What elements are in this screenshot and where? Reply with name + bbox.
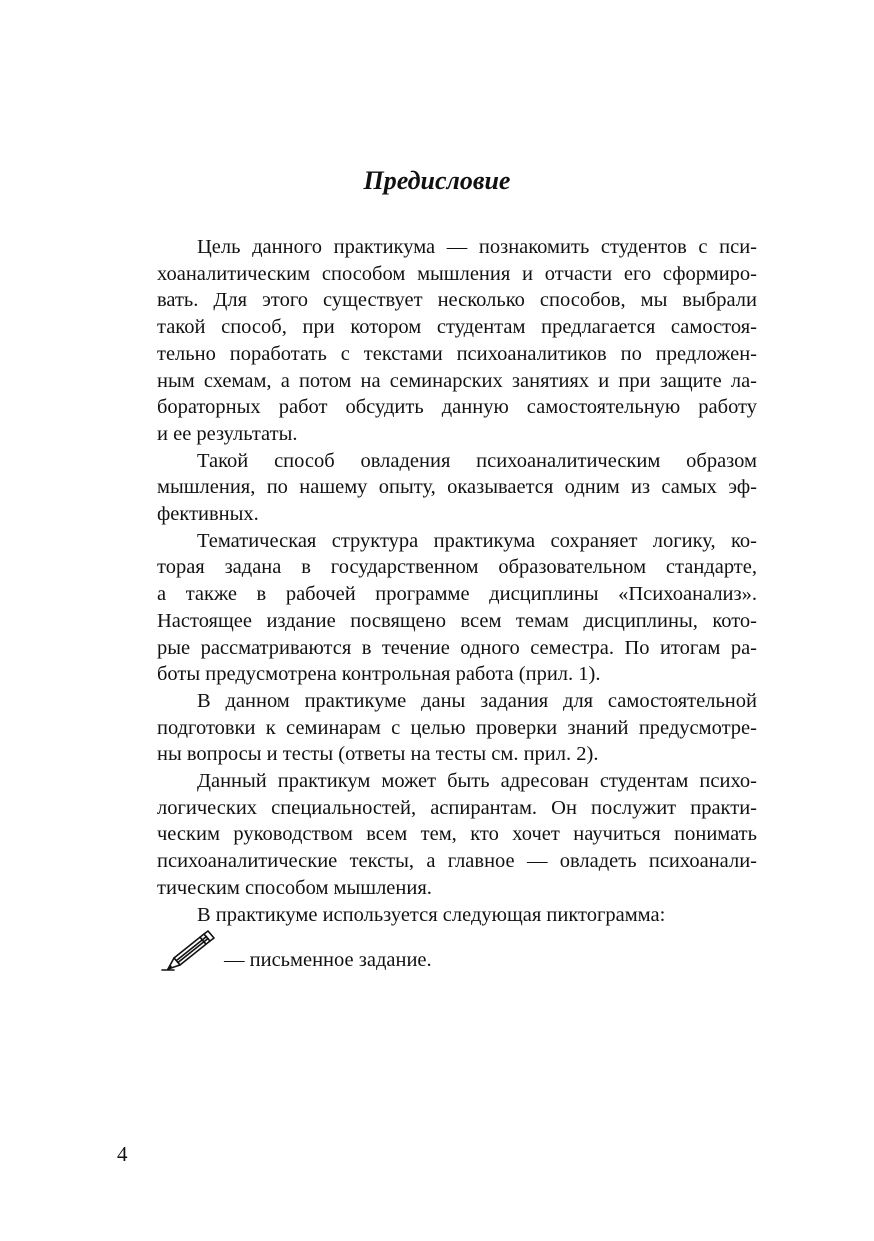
text-line: подготовки к семинарам с целью проверки знаний предусмотре- — [157, 716, 757, 739]
text-line: рые рассматриваются в течение одного семестра. По итогам ра- — [157, 636, 757, 659]
paragraph-6 — [117, 902, 757, 929]
paragraph-2 — [117, 448, 757, 528]
text-line: логических специальностей, аспирантам. Он послужит практи- — [157, 796, 757, 819]
page-number: 4 — [117, 1142, 128, 1166]
paragraph-1 — [117, 234, 757, 448]
text-line: Такой способ овладения психоаналитическим образом — [197, 449, 757, 472]
text-line: тельно поработать с текстами психоаналитиков по предложен- — [157, 342, 757, 365]
pictogram-label: — письменное задание. — [224, 949, 432, 971]
text-line: боты предусмотрена контрольная работа (прил. 1). — [157, 663, 601, 686]
text-line: такой способ, при котором студентам предлагается самостоя- — [157, 316, 757, 339]
pictogram-legend — [160, 928, 432, 972]
text-line: вать. Для этого существует несколько способов, мы выбрали — [157, 289, 757, 312]
text-line: ным схемам, а потом на семинарских занятиях и при защите ла- — [157, 369, 757, 392]
text-line: торая задана в государственном образовательном стандарте, — [157, 556, 757, 579]
paragraph-3 — [117, 528, 757, 688]
text-line: мышления, по нашему опыту, оказывается одним из самых эф- — [157, 476, 757, 499]
text-line: бораторных работ обсудить данную самостоятельную работу — [157, 396, 757, 419]
text-line: хоаналитическим способом мышления и отчасти его сформиро- — [157, 262, 757, 285]
text-line: Настоящее издание посвящено всем темам дисциплины, кото- — [157, 609, 757, 632]
text-line: психоаналитические тексты, а главное — овладеть психоанали- — [157, 850, 757, 873]
text-line: Тематическая структура практикума сохраняет логику, ко- — [197, 529, 757, 552]
text-line: В практикуме используется следующая пиктограмма: — [197, 903, 666, 926]
text-line: фективных. — [157, 503, 259, 526]
text-line: В данном практикуме даны задания для самостоятельной — [197, 689, 757, 712]
text-line: тическим способом мышления. — [157, 876, 432, 899]
text-line: Цель данного практикума — познакомить студентов с пси- — [197, 236, 757, 258]
page-title: Предисловие — [363, 166, 511, 195]
text-line: а также в рабочей программе дисциплины «Психоанализ». — [157, 583, 757, 606]
preface-body — [117, 234, 757, 928]
paragraph-5 — [117, 768, 757, 902]
text-line: Данный практикум может быть адресован студентам психо- — [197, 770, 757, 793]
text-line: и ее результаты. — [157, 422, 298, 445]
pencil-icon — [160, 928, 218, 972]
text-line: ны вопросы и тесты (ответы на тесты см. прил. 2). — [157, 743, 599, 766]
text-line: ческим руководством всем тем, кто хочет научиться понимать — [157, 823, 757, 846]
paragraph-4 — [117, 688, 757, 768]
